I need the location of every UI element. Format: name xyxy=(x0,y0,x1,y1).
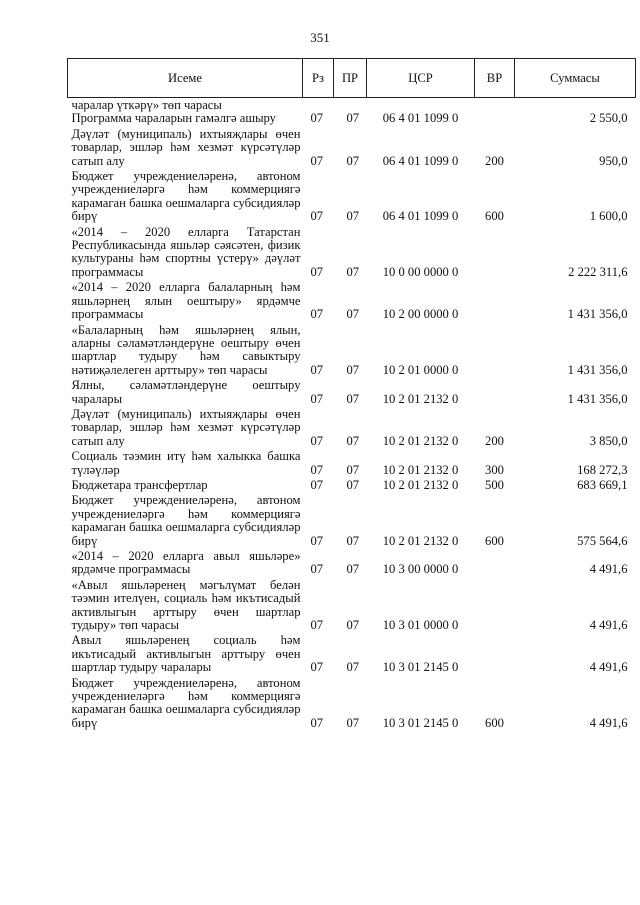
cell-vr: 500 xyxy=(485,477,504,492)
cell-rz: 07 xyxy=(310,264,324,279)
cell-rz: 07 xyxy=(310,209,324,224)
table-row xyxy=(68,170,636,226)
cell-csr: 10 3 00 0000 0 xyxy=(382,562,459,577)
cell-pr: 07 xyxy=(346,362,360,377)
cell-name: Бюджет учреждениеләренә, автоном учреждениеләргә һәм коммерциягә карамаган башка оешмаларга субсидияләр бирү xyxy=(71,169,301,224)
header-pr: ПР xyxy=(334,59,367,98)
table-row xyxy=(68,112,636,127)
cell-sum: 1 600,0 xyxy=(589,209,628,224)
cell-sum: 168 272,3 xyxy=(577,462,628,477)
cell-name: Бюджет учреждениеләренә, автоном учреждениеләргә һәм коммерциягә карамаган башка оешмаларга субсидияләр бирү xyxy=(71,493,301,548)
table-row xyxy=(68,128,636,170)
cell-rz xyxy=(303,98,334,113)
cell-name: Бюджет учреждениеләренә, автоном учреждениеләргә һәм коммерциягә карамаган башка оешмаларга субсидияләр бирү xyxy=(71,675,301,730)
cell-name: «2014 – 2020 елларга балаларның һәм яшьләрнең ялын оештыру» ярдәмче программасы xyxy=(71,280,301,322)
cell-vr xyxy=(475,112,515,127)
cell-sum: 4 491,6 xyxy=(589,618,628,633)
cell-csr: 10 3 01 2145 0 xyxy=(382,660,459,675)
cell-sum: 950,0 xyxy=(599,153,628,168)
cell-name: «2014 – 2020 елларга авыл яшьләре» ярдәмче программасы xyxy=(71,549,301,577)
cell-rz: 07 xyxy=(310,477,324,492)
cell-rz: 07 xyxy=(310,391,324,406)
cell-name: чаралар үткәрү» төп чарасы xyxy=(71,98,222,112)
cell-sum: 2 222 311,6 xyxy=(568,264,628,279)
cell-vr: 200 xyxy=(485,433,504,448)
cell-name: Социаль тәэмин итү һәм халыкка башка түләүләр xyxy=(71,449,301,477)
cell-name: Бюджетара трансфертлар xyxy=(71,477,208,492)
cell-pr: 07 xyxy=(346,264,360,279)
cell-rz: 07 xyxy=(310,307,324,322)
cell-sum: 4 491,6 xyxy=(589,562,628,577)
cell-sum xyxy=(515,98,636,113)
header-rz: Рз xyxy=(303,59,334,98)
cell-vr xyxy=(475,98,515,113)
cell-name: Дәүләт (муниципаль) ихтыяҗлары өчен товарлар, эшләр һәм хезмәт күрсәтүләр сатып алу xyxy=(71,406,301,448)
header-name: Исеме xyxy=(68,59,303,98)
cell-pr: 07 xyxy=(346,562,360,577)
cell-pr: 07 xyxy=(346,660,360,675)
cell-vr xyxy=(475,281,515,323)
cell-pr: 07 xyxy=(346,307,360,322)
cell-name: Ялны, сәламәтләндерүне оештыру чаралары xyxy=(71,378,301,406)
table-row xyxy=(68,579,636,635)
cell-name: «Авыл яшьләренең мәгълүмат белән тәэмин ителүен, социаль һәм икътисадый активлыгын арттыру өчен шартлар тудыру» төп чарасы xyxy=(71,577,301,633)
cell-csr: 10 2 00 0000 0 xyxy=(382,307,459,322)
cell-csr: 10 3 01 2145 0 xyxy=(382,715,459,730)
cell-sum: 2 550,0 xyxy=(589,111,628,126)
cell-vr xyxy=(475,634,515,676)
cell-csr: 10 2 01 0000 0 xyxy=(382,362,459,377)
table-row xyxy=(68,450,636,479)
cell-vr: 600 xyxy=(485,533,504,548)
cell-rz: 07 xyxy=(310,362,324,377)
cell-csr: 10 0 00 0000 0 xyxy=(382,264,459,279)
cell-pr xyxy=(334,98,367,113)
cell-name: «Балаларның һәм яшьләрнең ялын, аларны сәламәтләндерүне оештыру өчен шартлар тудыру һәм савыктыру нәтиҗәлелеген арттыру» төп чарасы xyxy=(71,322,301,377)
table-row xyxy=(68,479,636,494)
cell-csr: 06 4 01 1099 0 xyxy=(382,111,459,126)
cell-rz: 07 xyxy=(310,618,324,633)
table-row xyxy=(68,98,636,113)
cell-name: Программа чараларын гамәлгә ашыру xyxy=(71,111,276,126)
budget-table xyxy=(67,58,636,732)
cell-csr: 06 4 01 1099 0 xyxy=(382,153,459,168)
cell-pr: 07 xyxy=(346,111,360,126)
table-row xyxy=(68,408,636,450)
cell-vr xyxy=(475,579,515,635)
cell-vr: 300 xyxy=(485,462,504,477)
cell-vr xyxy=(475,550,515,579)
cell-rz: 07 xyxy=(310,660,324,675)
cell-pr: 07 xyxy=(346,433,360,448)
header-sum: Суммасы xyxy=(515,59,636,98)
cell-csr: 06 4 01 1099 0 xyxy=(382,209,459,224)
cell-vr: 600 xyxy=(485,209,504,224)
cell-vr xyxy=(475,226,515,282)
table-row xyxy=(68,494,636,550)
page-number: 351 xyxy=(310,30,330,45)
cell-sum: 575 564,6 xyxy=(577,533,628,548)
header-vr: ВР xyxy=(475,59,515,98)
cell-csr: 10 3 01 0000 0 xyxy=(382,618,459,633)
table-row xyxy=(68,379,636,408)
cell-csr: 10 2 01 2132 0 xyxy=(382,533,459,548)
header-csr: ЦСР xyxy=(367,59,475,98)
cell-pr: 07 xyxy=(346,391,360,406)
cell-rz: 07 xyxy=(310,462,324,477)
cell-sum: 1 431 356,0 xyxy=(567,391,628,406)
cell-sum: 4 491,6 xyxy=(589,715,628,730)
cell-sum: 4 491,6 xyxy=(589,660,628,675)
cell-vr: 200 xyxy=(485,153,504,168)
cell-rz: 07 xyxy=(310,433,324,448)
cell-sum: 1 431 356,0 xyxy=(567,307,628,322)
cell-name: Дәүләт (муниципаль) ихтыяҗлары өчен товарлар, эшләр һәм хезмәт күрсәтүләр сатып алу xyxy=(71,126,301,168)
cell-csr xyxy=(367,98,475,113)
cell-rz: 07 xyxy=(310,533,324,548)
cell-sum: 3 850,0 xyxy=(589,433,628,448)
table-header xyxy=(68,59,636,98)
cell-csr: 10 2 01 2132 0 xyxy=(382,433,459,448)
table-row xyxy=(68,634,636,676)
cell-pr: 07 xyxy=(346,618,360,633)
cell-rz: 07 xyxy=(310,153,324,168)
table-body xyxy=(68,98,636,733)
table-row xyxy=(68,550,636,579)
cell-vr xyxy=(475,324,515,380)
cell-rz: 07 xyxy=(310,715,324,730)
cell-pr: 07 xyxy=(346,153,360,168)
cell-csr: 10 2 01 2132 0 xyxy=(382,462,459,477)
table-row xyxy=(68,226,636,282)
cell-pr: 07 xyxy=(346,477,360,492)
cell-name: «2014 – 2020 елларга Татарстан Республикасында яшьләр сәясәтен, физик культураны һәм спортны үстерү» дәүләт программасы xyxy=(71,224,301,279)
cell-pr: 07 xyxy=(346,209,360,224)
table-row xyxy=(68,281,636,323)
cell-pr: 07 xyxy=(346,715,360,730)
cell-name: Авыл яшьләренең социаль һәм икътисадый активлыгын арттыру өчен шартлар тудыру чаралары xyxy=(71,633,301,675)
cell-rz: 07 xyxy=(310,562,324,577)
cell-csr: 10 2 01 2132 0 xyxy=(382,477,459,492)
cell-rz: 07 xyxy=(310,111,324,126)
cell-sum: 1 431 356,0 xyxy=(567,362,628,377)
cell-vr xyxy=(475,379,515,408)
cell-sum: 683 669,1 xyxy=(577,477,628,492)
cell-pr: 07 xyxy=(346,533,360,548)
cell-vr: 600 xyxy=(485,715,504,730)
table-row xyxy=(68,677,636,733)
table-row xyxy=(68,324,636,380)
cell-csr: 10 2 01 2132 0 xyxy=(382,391,459,406)
cell-pr: 07 xyxy=(346,462,360,477)
